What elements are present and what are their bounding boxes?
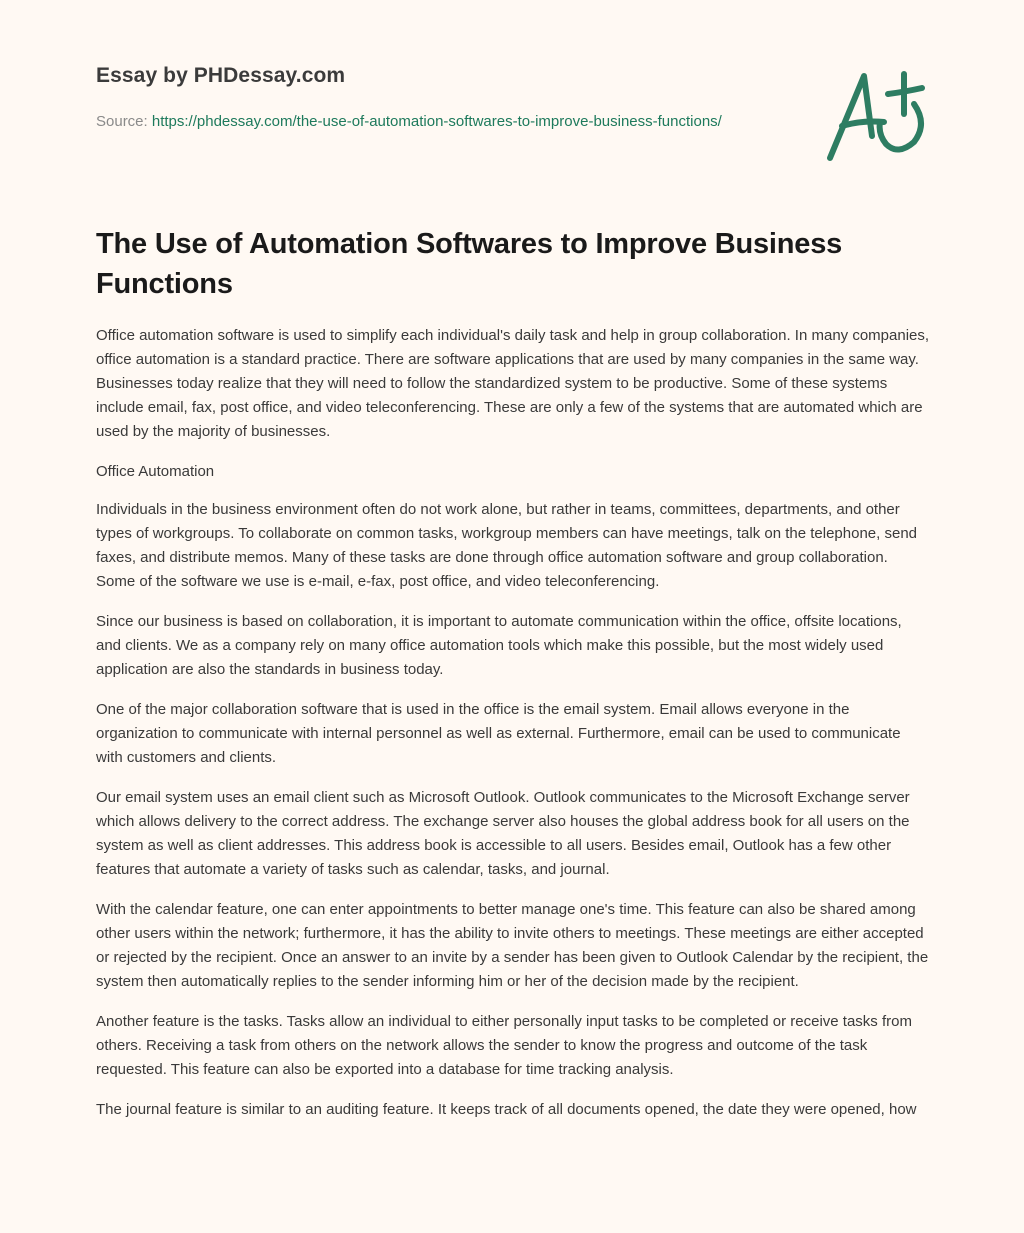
source-label: Source: [96,113,152,130]
paragraph: Another feature is the tasks. Tasks allow an individual to either personally input tasks to be completed or receive tasks from others. Receiving a task from others on the network allows the sender to know the progress and outcome of the task requested. This feature can also be exported into a database for time tracking analysis. [96,1013,912,1078]
section-heading: Office Automation [96,463,215,480]
document-body [96,324,930,1138]
paragraph: Since our business is based on collaboration, it is important to automate communication within the office, offsite locations, and clients. We as a company rely on many office automation tools which make this possible, but the most widely used application are also the standards in business today. [96,613,902,678]
source-link[interactable]: https://phdessay.com/the-use-of-automation-softwares-to-improve-business-functions/ [151,113,722,130]
site-title: Essay by PHDessay.com [96,64,346,87]
source-line [96,110,756,134]
a-plus-grade-icon [818,64,930,168]
paragraph: The journal feature is similar to an auditing feature. It keeps track of all documents opened, the date they were opened, how [96,1101,917,1118]
paragraph: With the calendar feature, one can enter appointments to better manage one's time. This feature can also be shared among other users within the network; furthermore, it has the ability to invite others to meetings. These meetings are either accepted or rejected by the recipient. Once an answer to an invite by a sender has been given to Outlook Calendar by the recipient, the system then automatically replies to the sender informing him or her of the decision made by the recipient. [96,901,929,990]
paragraph: Individuals in the business environment often do not work alone, but rather in teams, committees, departments, and other types of workgroups. To collaborate on common tasks, workgroup members can have meetings, talk on the telephone, send faxes, and distribute memos. Many of these tasks are done through office automation software and group collaboration. Some of the software we use is e-mail, e-fax, post office, and video teleconferencing. [96,501,918,590]
paragraph: One of the major collaboration software that is used in the office is the email system. Email allows everyone in the organization to communicate with internal personnel as well as external. Furthermore, email can be used to communicate with customers and clients. [96,701,901,766]
paragraph: Our email system uses an email client such as Microsoft Outlook. Outlook communicates to the Microsoft Exchange server which allows delivery to the correct address. The exchange server also houses the global address book for all users on the system as well as client addresses. This address book is accessible to all users. Besides email, Outlook has a few other features that automate a variety of tasks such as calendar, tasks, and journal. [96,789,910,878]
paragraph: Office automation software is used to simplify each individual's daily task and help in group collaboration. In many companies, office automation is a standard practice. There are software applications that are used by many companies in the same way. Businesses today realize that they will need to follow the standardized system to be productive. Some of these systems include email, fax, post office, and video teleconferencing. These are only a few of the systems that are automated which are used by the majority of businesses. [96,327,930,440]
document-title: The Use of Automation Softwares to Improve Business Functions [96,228,843,300]
